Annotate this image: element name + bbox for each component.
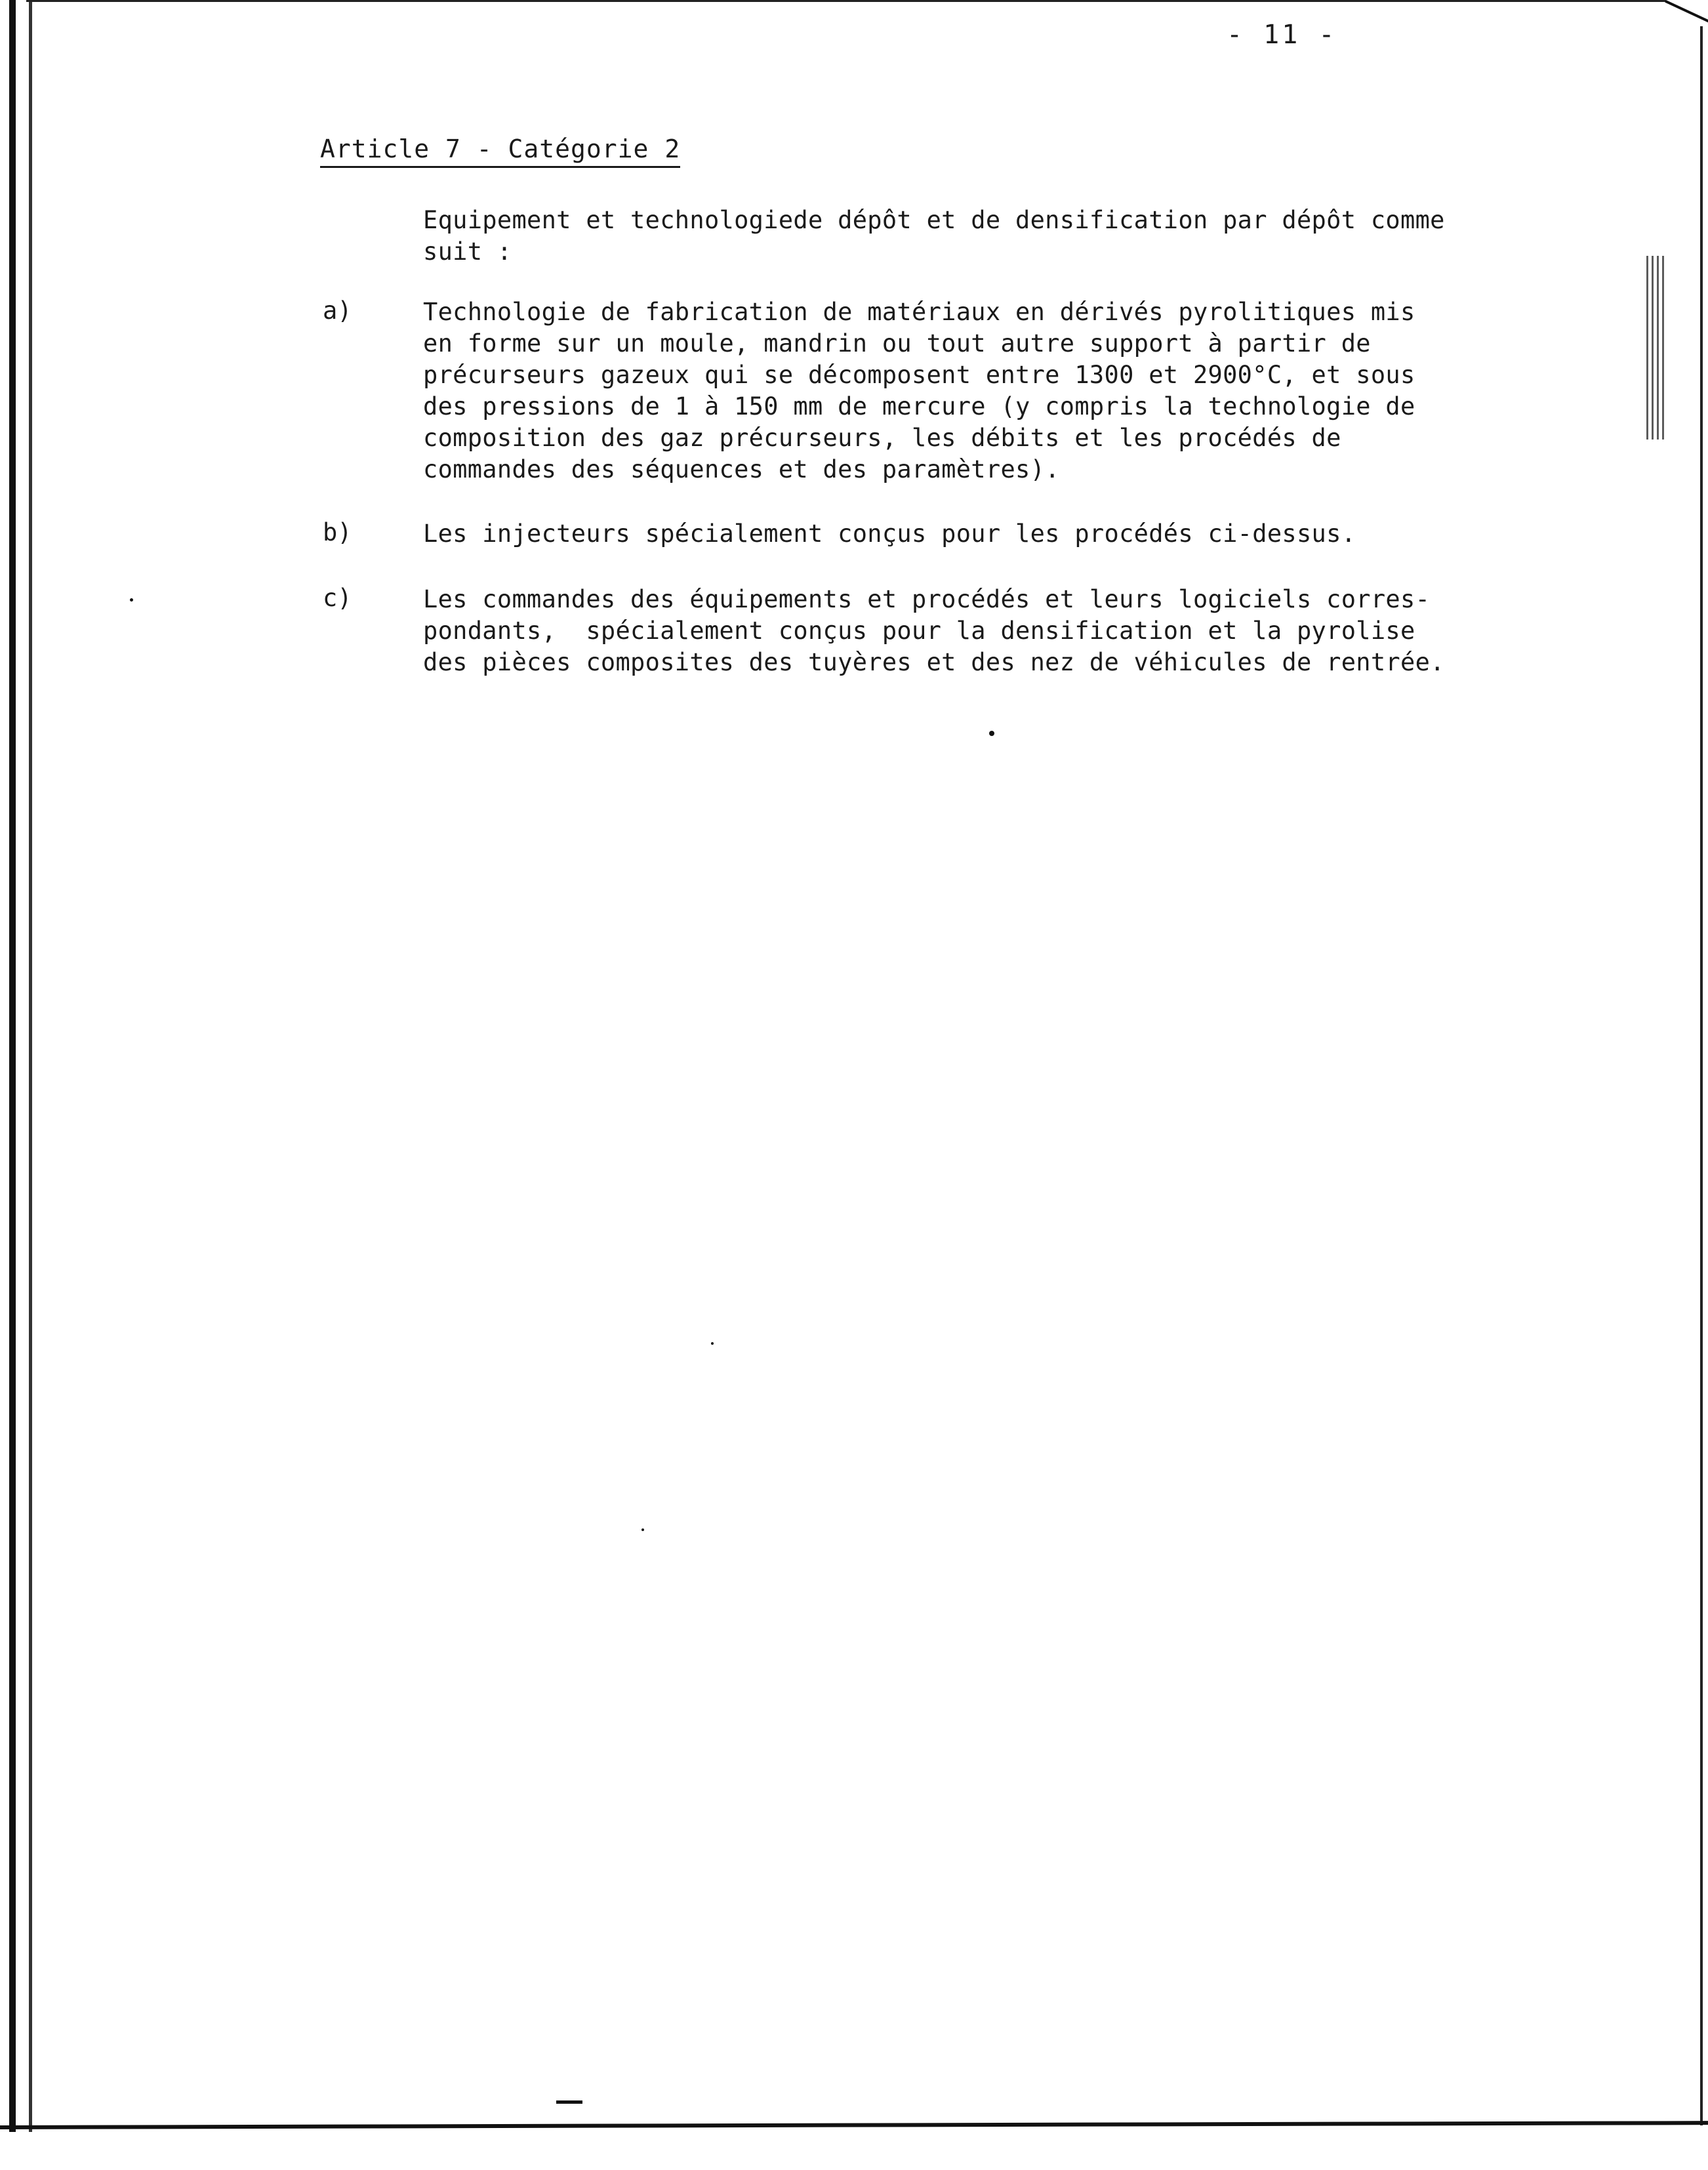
item-a-text: Technologie de fabrication de matériaux en dérivés pyrolitiques mis en forme sur un moule, mandrin ou tout autre support à partir de précurseurs gazeux qui se décomposent entre 1300 et 2900°C, et sous des pressions de 1 à 150 mm de mercure (y compris la technologie de composition des gaz précurseurs, les débits et les procédés de commandes des séquences et des paramètres). <box>423 298 1415 483</box>
scan-border-right <box>1700 26 1703 2125</box>
item-a-label: a) <box>323 297 352 325</box>
scan-speck <box>130 598 133 602</box>
scan-border-bottom <box>0 2121 1708 2129</box>
scan-border-top <box>26 0 1666 2</box>
scan-speck <box>641 1528 644 1531</box>
scan-border-left <box>9 0 16 2132</box>
intro-paragraph: Equipement et technologiede dépôt et de densification par dépôt comme suit : <box>423 206 1445 266</box>
item-c-text: Les commandes des équipements et procédés et leurs logiciels corres- pondants, spécialement conçus pour la densification et la pyrolise des pièces composites des tuyères et des nez de véhicules de rentrée. <box>423 585 1445 676</box>
item-b-label: b) <box>323 518 352 546</box>
scan-speck <box>711 1342 714 1345</box>
scan-corner-mark <box>1665 0 1708 28</box>
page-number: - 11 - <box>1227 20 1337 50</box>
scan-border-left-inner <box>29 0 32 2132</box>
item-c-label: c) <box>323 584 352 612</box>
item-b-text: Les injecteurs spécialement conçus pour les procédés ci-dessus. <box>423 520 1356 548</box>
scan-dash <box>556 2100 582 2104</box>
article-heading: Article 7 - Catégorie 2 <box>320 134 680 168</box>
scan-margin-marks <box>1646 256 1666 440</box>
scan-speck <box>989 731 994 736</box>
